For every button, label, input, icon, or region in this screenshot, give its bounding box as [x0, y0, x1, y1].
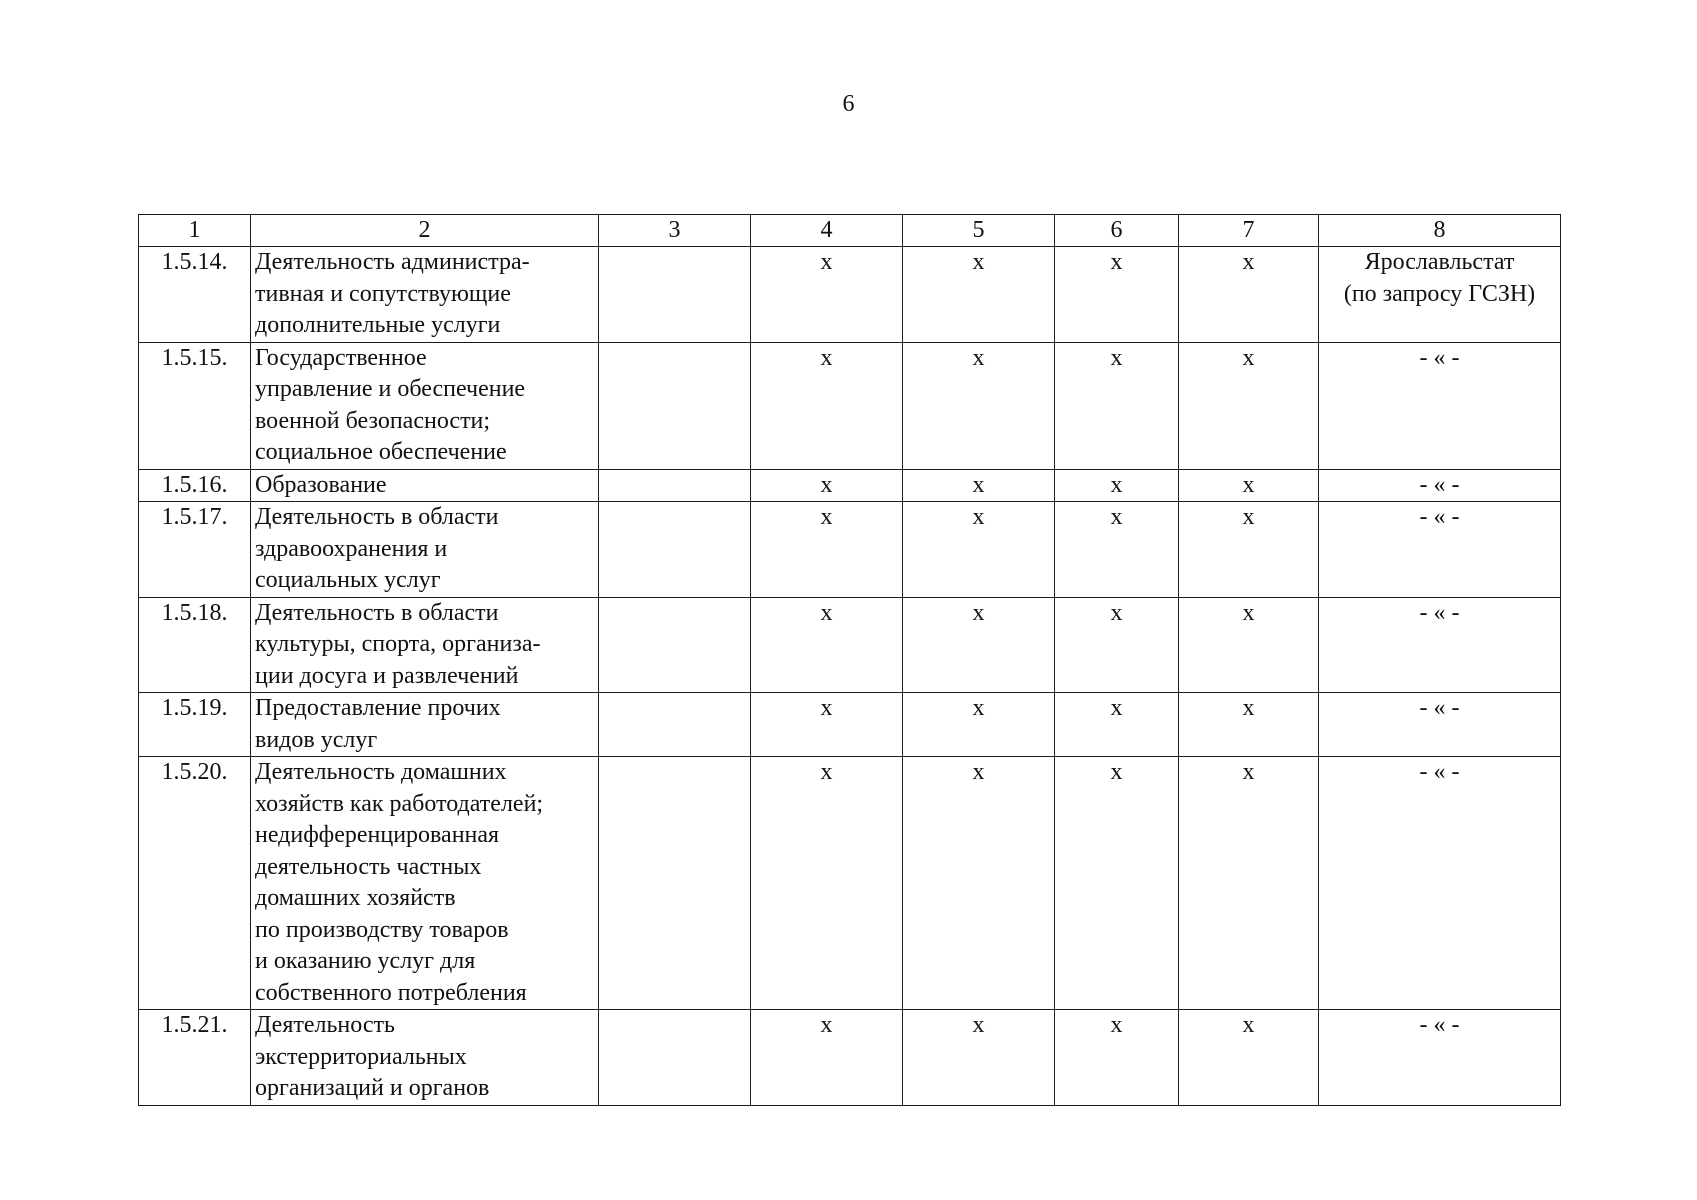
- row-source-cell: [1319, 247, 1561, 343]
- row-col4-mark: х: [751, 693, 903, 757]
- header-col-4: 4: [751, 215, 903, 247]
- row-col5-mark: х: [903, 757, 1055, 1010]
- header-col-5: 5: [903, 215, 1055, 247]
- row-col6-mark: х: [1055, 1010, 1179, 1106]
- table-row: [139, 502, 1561, 598]
- row-col3-cell: [599, 469, 751, 502]
- row-name-line: Предоставление прочих: [255, 695, 501, 721]
- row-source-line: - « -: [1419, 695, 1460, 721]
- row-source-cell: [1319, 469, 1561, 502]
- row-col4-mark: х: [751, 342, 903, 469]
- row-col6-mark: х: [1055, 597, 1179, 693]
- row-name-line: Деятельность в области: [255, 504, 499, 530]
- row-source-line: - « -: [1419, 471, 1460, 498]
- row-source-line: - « -: [1419, 504, 1460, 530]
- table-row: [139, 597, 1561, 693]
- row-col5-mark: х: [903, 502, 1055, 598]
- table-row: [139, 757, 1561, 1010]
- table-row: [139, 469, 1561, 502]
- header-col-7: 7: [1179, 215, 1319, 247]
- row-number-cell: 1.5.16.: [139, 469, 251, 502]
- row-number-cell: 1.5.18.: [139, 597, 251, 693]
- row-col3-cell: [599, 1010, 751, 1106]
- row-name-line: дополнительные услуги: [255, 312, 501, 338]
- row-col6-mark: х: [1055, 469, 1179, 502]
- row-source-line: - « -: [1419, 599, 1460, 626]
- row-col4-mark: х: [751, 247, 903, 343]
- row-col7-mark: х: [1179, 342, 1319, 469]
- row-name-line: по производству товаров: [255, 916, 509, 943]
- row-number-cell: 1.5.19.: [139, 693, 251, 757]
- row-col6-mark: х: [1055, 502, 1179, 598]
- row-name-line: социальных услуг: [255, 567, 441, 593]
- statistics-table: [138, 214, 1561, 1106]
- row-source-cell: [1319, 757, 1561, 1010]
- row-source-line: - « -: [1419, 1012, 1460, 1038]
- row-source-line: - « -: [1419, 344, 1460, 371]
- row-col3-cell: [599, 247, 751, 343]
- row-name-cell: [251, 693, 599, 757]
- page-number: 6: [842, 91, 855, 117]
- row-name-line: хозяйств как работодателей;: [255, 790, 544, 817]
- row-name-line: организаций и органов: [255, 1075, 490, 1101]
- row-name-line: управление и обеспечение: [255, 376, 526, 402]
- table-row: [139, 1010, 1561, 1106]
- row-name-line: Деятельность: [255, 1012, 395, 1038]
- header-col-2: 2: [251, 215, 599, 247]
- row-col5-mark: х: [903, 247, 1055, 343]
- table-header-row: [139, 215, 1561, 247]
- row-number-cell: 1.5.21.: [139, 1010, 251, 1106]
- row-name-cell: [251, 469, 599, 502]
- row-source-cell: [1319, 502, 1561, 598]
- row-col5-mark: х: [903, 1010, 1055, 1106]
- row-col3-cell: [599, 342, 751, 469]
- row-name-line: собственного потребления: [255, 979, 527, 1006]
- row-number-cell: 1.5.14.: [139, 247, 251, 343]
- row-col6-mark: х: [1055, 757, 1179, 1010]
- table-body: [139, 215, 1561, 1106]
- row-col4-mark: х: [751, 469, 903, 502]
- row-name-cell: [251, 502, 599, 598]
- row-col6-mark: х: [1055, 342, 1179, 469]
- row-name-line: Деятельность администра-: [255, 249, 530, 275]
- row-name-line: Деятельность в области: [255, 599, 499, 626]
- row-source-cell: [1319, 1010, 1561, 1106]
- row-col7-mark: х: [1179, 757, 1319, 1010]
- row-name-cell: [251, 1010, 599, 1106]
- row-name-line: ции досуга и развлечений: [255, 662, 519, 689]
- row-col7-mark: х: [1179, 502, 1319, 598]
- row-col5-mark: х: [903, 469, 1055, 502]
- row-number-cell: 1.5.15.: [139, 342, 251, 469]
- row-name-line: домашних хозяйств: [255, 885, 456, 911]
- row-name-cell: [251, 247, 599, 343]
- row-col5-mark: х: [903, 597, 1055, 693]
- row-col4-mark: х: [751, 1010, 903, 1106]
- row-col6-mark: х: [1055, 693, 1179, 757]
- header-col-1: 1: [139, 215, 251, 247]
- row-col3-cell: [599, 757, 751, 1010]
- table-row: [139, 342, 1561, 469]
- row-col7-mark: х: [1179, 469, 1319, 502]
- row-source-cell: [1319, 597, 1561, 693]
- row-name-cell: [251, 757, 599, 1010]
- row-name-cell: [251, 597, 599, 693]
- row-name-line: тивная и сопутствующие: [255, 280, 511, 307]
- row-col3-cell: [599, 597, 751, 693]
- row-col7-mark: х: [1179, 693, 1319, 757]
- header-col-3: 3: [599, 215, 751, 247]
- row-name-line: Образование: [255, 471, 387, 498]
- row-source-cell: [1319, 693, 1561, 757]
- row-col5-mark: х: [903, 342, 1055, 469]
- row-col5-mark: х: [903, 693, 1055, 757]
- row-source-line: - « -: [1419, 759, 1460, 785]
- row-col7-mark: х: [1179, 1010, 1319, 1106]
- row-name-line: недифференцированная: [255, 822, 500, 848]
- row-col4-mark: х: [751, 502, 903, 598]
- row-col7-mark: х: [1179, 247, 1319, 343]
- row-name-line: культуры, спорта, организа-: [255, 631, 541, 657]
- row-source-line: (по запросу ГСЗН): [1343, 280, 1536, 307]
- row-name-line: Государственное: [255, 344, 427, 371]
- row-name-line: социальное обеспечение: [255, 439, 507, 465]
- row-source-cell: [1319, 342, 1561, 469]
- row-name-line: военной безопасности;: [255, 407, 491, 434]
- table-row: [139, 247, 1561, 343]
- row-name-line: деятельность частных: [255, 853, 482, 880]
- row-col7-mark: х: [1179, 597, 1319, 693]
- row-col4-mark: х: [751, 597, 903, 693]
- row-col3-cell: [599, 693, 751, 757]
- row-name-line: экстерриториальных: [255, 1043, 467, 1070]
- row-number-cell: 1.5.17.: [139, 502, 251, 598]
- row-name-line: видов услуг: [255, 726, 378, 753]
- row-name-cell: [251, 342, 599, 469]
- header-col-6: 6: [1055, 215, 1179, 247]
- table-row: [139, 693, 1561, 757]
- row-name-line: Деятельность домашних: [255, 759, 507, 785]
- row-col3-cell: [599, 502, 751, 598]
- row-col6-mark: х: [1055, 247, 1179, 343]
- row-col4-mark: х: [751, 757, 903, 1010]
- row-name-line: и оказанию услуг для: [255, 948, 476, 974]
- row-source-line: Ярославльстат: [1364, 249, 1515, 275]
- row-name-line: здравоохранения и: [255, 535, 448, 562]
- header-col-8: 8: [1319, 215, 1561, 247]
- row-number-cell: 1.5.20.: [139, 757, 251, 1010]
